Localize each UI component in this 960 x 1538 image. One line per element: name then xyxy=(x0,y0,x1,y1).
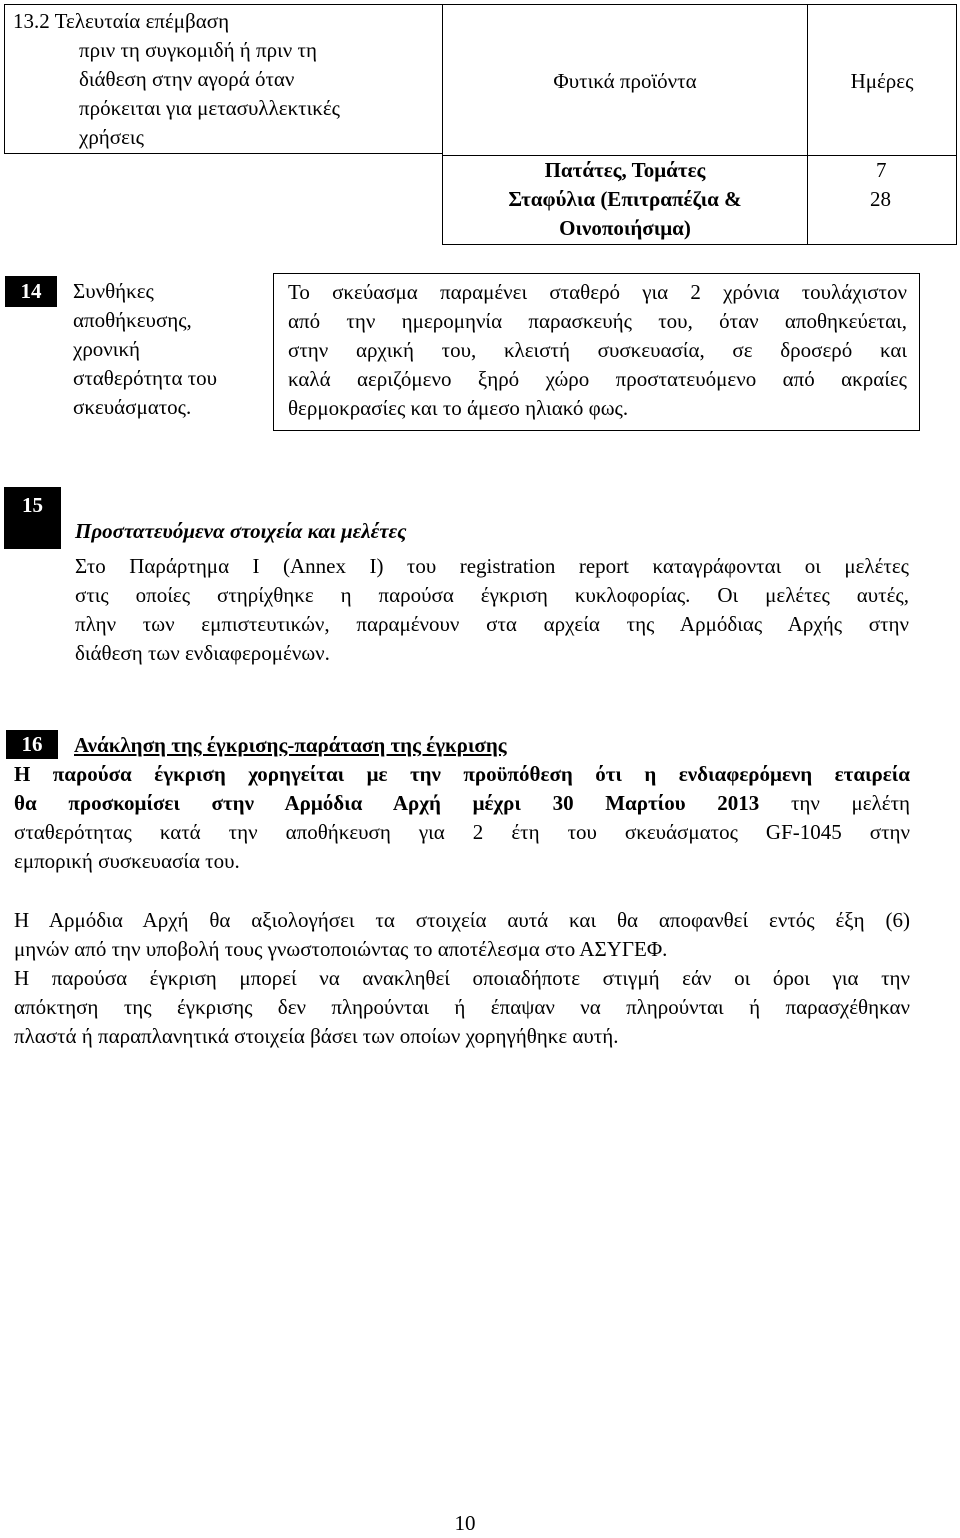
s13-row-products-cell xyxy=(442,155,808,245)
s16-text-line: Η παρούσα έγκριση χορηγείται με την προϋπόθεση ότι η ενδιαφερόμενη εταιρεία xyxy=(14,762,910,786)
section-14-label xyxy=(73,277,217,422)
s16-text-line: Η Αρμόδια Αρχή θα αξιολογήσει τα στοιχεία αυτά και θα αποφανθεί εντός έξη (6) xyxy=(14,908,910,932)
s14-text-line: Το σκεύασμα παραμένει σταθερό για 2 χρόνια τουλάχιστον xyxy=(288,280,907,304)
section-16-body xyxy=(14,760,910,1051)
s13-label-line: χρήσεις xyxy=(79,125,144,149)
s13-row-product: Οινοποιήσιμα) xyxy=(559,216,691,240)
section-15-number: 15 xyxy=(4,487,61,549)
s16-text-line: μηνών από την υποβολή τους γνωστοποιώντας το αποτέλεσμα στο ΑΣΥΓΕΦ. xyxy=(14,937,668,961)
s14-text-line: από την ημερομηνία παρασκευής του, όταν αποθηκεύεται, xyxy=(288,309,907,333)
section-14-text-box xyxy=(273,273,920,431)
s14-label-line: σκευάσματος. xyxy=(73,395,192,419)
s16-text-line: πλαστά ή παραπλανητικά στοιχεία βάσει των οποίων χορηγήθηκε αυτή. xyxy=(14,1024,619,1048)
section-15-body xyxy=(75,552,909,668)
s13-label-line: πρόκειται για μετασυλλεκτικές xyxy=(79,96,340,120)
s13-label-line: πριν τη συγκομιδή ή πριν τη xyxy=(79,38,317,62)
section-14-number: 14 xyxy=(5,276,57,307)
s16-text-line xyxy=(14,789,910,818)
section-15-title: Προστατευόμενα στοιχεία και μελέτες xyxy=(75,519,407,543)
s16-text-line: Η παρούσα έγκριση μπορεί να ανακληθεί οποιαδήποτε στιγμή εάν οι όροι για την xyxy=(14,966,910,990)
s14-text-line: στην αρχική του, κλειστή συσκευασία, σε δροσερό και xyxy=(288,338,907,362)
s16-text-line: εμπορική συσκευασία του. xyxy=(14,849,240,873)
s14-label-line: αποθήκευσης, xyxy=(73,308,192,332)
s13-col-products: Φυτικά προϊόντα xyxy=(553,69,697,93)
s13-col-days: Ημέρες xyxy=(850,69,914,93)
s14-label-line: Συνθήκες xyxy=(73,279,154,303)
s16-text-line: απόκτηση της έγκρισης δεν πληρούνται ή έπαψαν να πληρούνται ή παρασχέθηκαν xyxy=(14,995,910,1019)
page-number: 10 xyxy=(454,1511,476,1535)
s13-row-product: Σταφύλια (Επιτραπέζια & xyxy=(508,187,742,211)
section-16-title: Ανάκληση της έγκρισης-παράταση της έγκρισης xyxy=(74,733,507,757)
s15-text-line: διάθεση των ενδιαφερομένων. xyxy=(75,641,330,665)
s14-text-line: θερμοκρασίες και το άμεσο ηλιακό φως. xyxy=(288,396,629,420)
s13-row-days: 7 xyxy=(876,158,887,182)
s15-text-line: πλην των εμπιστευτικών, παραμένουν στα αρχεία της Αρμόδιας Αρχής στην xyxy=(75,612,909,636)
s13-label-line: 13.2 Τελευταία επέμβαση xyxy=(13,9,230,33)
s13-row-days: 28 xyxy=(870,187,891,211)
s13-header-products-cell xyxy=(442,4,808,156)
s15-text-line: στις οποίες στηρίχθηκε η παρούσα έγκριση κυκλοφορίας. Οι μελέτες αυτές, xyxy=(75,583,909,607)
s13-row-days-cell xyxy=(807,155,957,245)
section-16-number: 16 xyxy=(6,730,58,759)
s14-label-line: χρονική xyxy=(73,337,141,361)
s14-text-line: καλά αεριζόμενο ξηρό χώρο προστατευόμενο από ακραίες xyxy=(288,367,907,391)
s15-text-line: Στο Παράρτημα Ι (Annex I) του registration report καταγράφονται οι μελέτες xyxy=(75,554,909,578)
section-13-label-cell xyxy=(4,4,443,154)
s13-header-days-cell xyxy=(807,4,957,156)
s13-label-line: διάθεση στην αγορά όταν xyxy=(79,67,295,91)
s16-bold-fragment: θα προσκομίσει στην Αρμόδια Αρχή μέχρι 30 Μαρτίου 2013 xyxy=(14,791,760,815)
s16-text-fragment: την μελέτη xyxy=(790,791,911,815)
s14-label-line: σταθερότητα του xyxy=(73,366,218,390)
s13-row-product: Πατάτες, Τομάτες xyxy=(544,158,706,182)
s16-text-line: σταθερότητας κατά την αποθήκευση για 2 έτη του σκευάσματος GF-1045 στην xyxy=(14,820,910,844)
